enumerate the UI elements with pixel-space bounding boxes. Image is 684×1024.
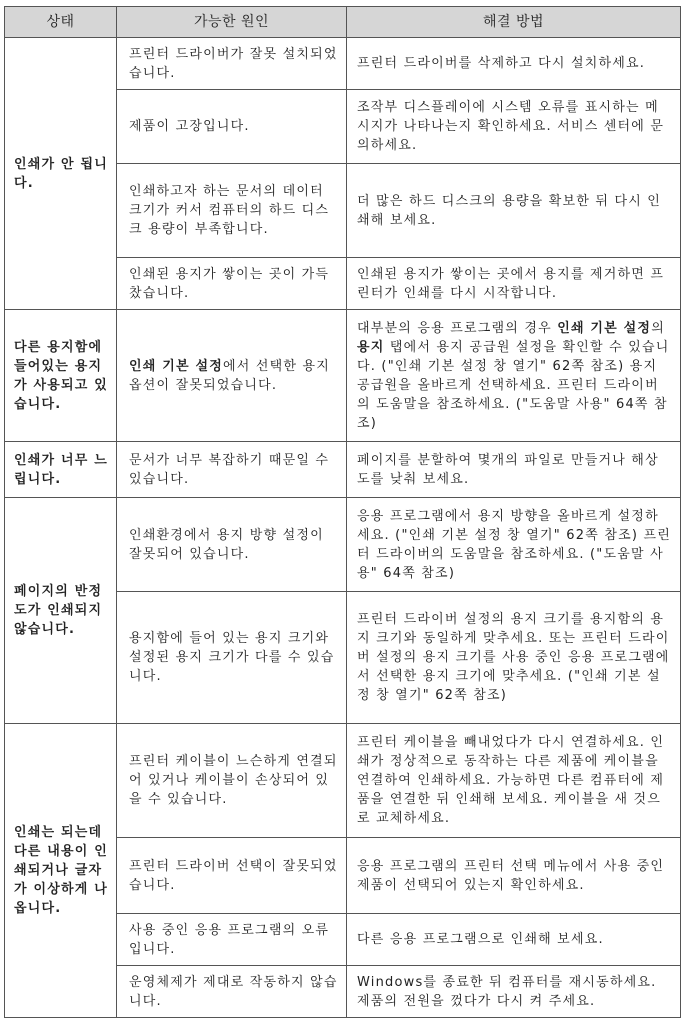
table-row	[5, 310, 681, 442]
cause-cell: 용지함에 들어 있는 용지 크기와 설정된 용지 크기가 다를 수 있습니다.	[117, 592, 347, 724]
troubleshooting-table	[4, 6, 681, 1018]
status-cell: 인쇄가 안 됩니다.	[5, 38, 117, 310]
table-row	[5, 724, 681, 838]
table-header-row	[5, 7, 681, 38]
solution-cell: 조작부 디스플레이에 시스템 오류를 표시하는 메시지가 나타나는지 확인하세요. 서비스 센터에 문의하세요.	[347, 90, 681, 164]
cause-text: 에서 선택한 용지 옵션이 잘못되었습니다.	[129, 358, 330, 393]
cause-cell: 운영체제가 제대로 작동하지 않습니다.	[117, 966, 347, 1018]
solution-cell	[347, 310, 681, 442]
cause-cell: 사용 중인 응용 프로그램의 오류입니다.	[117, 914, 347, 966]
cause-cell: 프린터 케이블이 느슨하게 연결되어 있거나 케이블이 손상되어 있을 수 있습니다.	[117, 724, 347, 838]
cause-cell	[117, 310, 347, 442]
solution-bold-term: 인쇄 기본 설정	[557, 320, 652, 336]
solution-text: 의	[651, 320, 665, 336]
status-cell: 인쇄가 너무 느립니다.	[5, 442, 117, 498]
table-row	[5, 38, 681, 90]
table-row	[5, 498, 681, 592]
solution-cell: 응용 프로그램에서 용지 방향을 올바르게 설정하세요. ("인쇄 기본 설정 창 열기" 62쪽 참조) 프린터 드라이버의 도움말을 참조하세요. ("도움말 사용" 64쪽 참조)	[347, 498, 681, 592]
cause-cell: 제품이 고장입니다.	[117, 90, 347, 164]
solution-text: 대부분의 응용 프로그램의 경우	[357, 320, 558, 336]
cause-cell: 문서가 너무 복잡하기 때문일 수 있습니다.	[117, 442, 347, 498]
cause-cell: 프린터 드라이버 선택이 잘못되었습니다.	[117, 838, 347, 914]
solution-cell: 프린터 드라이버 설정의 용지 크기를 용지함의 용지 크기와 동일하게 맞추세요. 또는 프린터 드라이버 설정의 용지 크기를 사용 중인 응용 프로그램에서 선택한 용지 크기에 맞추세요. ("인쇄 기본 설정 창 열기" 62쪽 참조)	[347, 592, 681, 724]
cause-bold-term: 인쇄 기본 설정	[129, 358, 223, 374]
cause-cell: 인쇄환경에서 용지 방향 설정이 잘못되어 있습니다.	[117, 498, 347, 592]
cause-cell: 인쇄하고자 하는 문서의 데이터 크기가 커서 컴퓨터의 하드 디스크 용량이 부족합니다.	[117, 164, 347, 258]
solution-cell: 응용 프로그램의 프린터 선택 메뉴에서 사용 중인 제품이 선택되어 있는지 확인하세요.	[347, 838, 681, 914]
solution-cell: 프린터 케이블을 빼내었다가 다시 연결하세요. 인쇄가 정상적으로 동작하는 다른 제품에 케이블을 연결하여 인쇄하세요. 가능하면 다른 컴퓨터에 제품을 연결한 뒤 인쇄해 보세요. 케이블을 새 것으로 교체하세요.	[347, 724, 681, 838]
solution-cell: Windows를 종료한 뒤 컴퓨터를 재시동하세요. 제품의 전원을 껐다가 다시 켜 주세요.	[347, 966, 681, 1018]
table-row	[5, 442, 681, 498]
solution-bold-term: 용지	[357, 339, 385, 355]
status-cell: 다른 용지함에 들어있는 용지가 사용되고 있습니다.	[5, 310, 117, 442]
solution-cell: 프린터 드라이버를 삭제하고 다시 설치하세요.	[347, 38, 681, 90]
solution-cell: 더 많은 하드 디스크의 용량을 확보한 뒤 다시 인쇄해 보세요.	[347, 164, 681, 258]
status-cell: 인쇄는 되는데 다른 내용이 인쇄되거나 글자가 이상하게 나옵니다.	[5, 724, 117, 1018]
header-status: 상태	[5, 7, 117, 38]
header-cause: 가능한 원인	[117, 7, 347, 38]
cause-cell: 인쇄된 용지가 쌓이는 곳이 가득 찼습니다.	[117, 258, 347, 310]
solution-cell: 다른 응용 프로그램으로 인쇄해 보세요.	[347, 914, 681, 966]
solution-cell: 인쇄된 용지가 쌓이는 곳에서 용지를 제거하면 프린터가 인쇄를 다시 시작합니다.	[347, 258, 681, 310]
status-cell: 페이지의 반정도가 인쇄되지 않습니다.	[5, 498, 117, 724]
cause-cell: 프린터 드라이버가 잘못 설치되었습니다.	[117, 38, 347, 90]
solution-cell: 페이지를 분할하여 몇개의 파일로 만들거나 해상도를 낮춰 보세요.	[347, 442, 681, 498]
solution-text: 탭에서 용지 공급원 설정을 확인할 수 있습니다. ("인쇄 기본 설정 창 열기" 62쪽 참조) 용지 공급원을 올바르게 선택하세요. 프린터 드라이버의 도움말을 참조하세요. ("도움말 사용" 64쪽 참조)	[357, 339, 670, 431]
header-solution: 해결 방법	[347, 7, 681, 38]
